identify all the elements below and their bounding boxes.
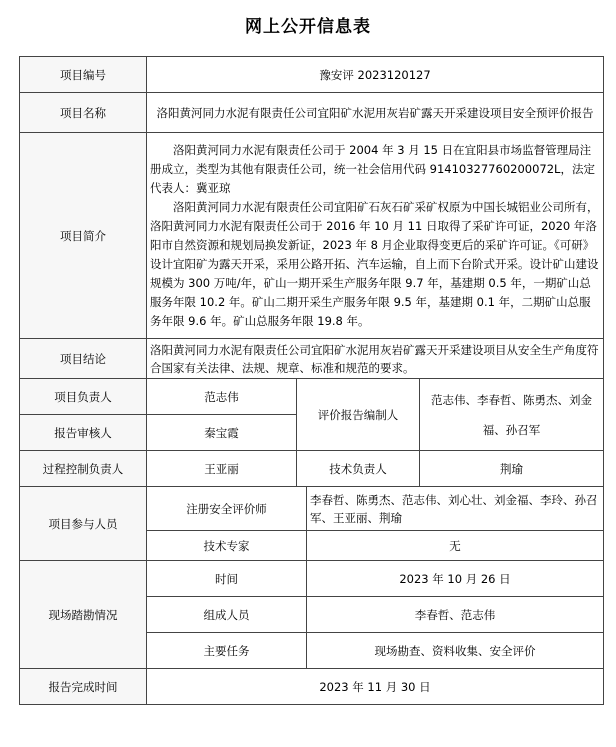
project-no-value: 豫安评 2023120127 [147, 57, 604, 93]
project-intro-label: 项目简介 [20, 133, 147, 339]
completion-date-value: 2023 年 11 月 30 日 [147, 669, 604, 705]
row-completion-date [20, 669, 604, 705]
participants-label: 项目参与人员 [20, 487, 147, 561]
completion-date-label: 报告完成时间 [20, 669, 147, 705]
tech-expert-label: 技术专家 [147, 531, 307, 561]
row-process-control [20, 451, 604, 487]
project-conclusion-label: 项目结论 [20, 339, 147, 379]
row-project-leader [20, 379, 604, 415]
reg-evaluator-value: 李春哲、陈勇杰、范志伟、刘心壮、刘金福、李玲、孙召军、王亚丽、荆瑜 [307, 487, 604, 531]
site-survey-label: 现场踏勘情况 [20, 561, 147, 669]
survey-time-value: 2023 年 10 月 26 日 [307, 561, 604, 597]
intro-paragraph-2: 洛阳黄河同力水泥有限责任公司宜阳矿石灰石矿采矿权原为中国长城铝业公司所有，洛阳黄河同力水泥有限责任公司于 2016 年 10 月 11 日取得了采矿许可证，2020 年洛阳市自然资源和规划局换发新证，2023 年 8 月企业取得变更后的采矿许可证。《可研》设计宜阳矿为露天开采，采用公路开拓、汽车运输，自上而下台阶式开采。设计矿山建设规模为 300 万吨/年，矿山一期开采生产服务年限 9.7 年，基建期 0.5 年，一期矿山总服务年限 10.2 年。矿山二期开采生产服务年限 9.5 年，基建期 0.1 年，二期矿山总服务年限 9.6 年。矿山总服务年限 19.8 年。 [150, 199, 599, 328]
reg-evaluator-label: 注册安全评价师 [147, 487, 307, 531]
page-title: 网上公开信息表 [245, 17, 371, 37]
project-leader-label: 项目负责人 [20, 379, 147, 415]
project-name-label: 项目名称 [20, 93, 147, 133]
row-project-intro [20, 133, 604, 339]
survey-team-value: 李春哲、范志伟 [307, 597, 604, 633]
row-reg-evaluator [20, 487, 604, 531]
project-leader-value: 范志伟 [147, 379, 297, 415]
survey-time-label: 时间 [147, 561, 307, 597]
project-conclusion-value: 洛阳黄河同力水泥有限责任公司宜阳矿水泥用灰岩矿露天开采建设项目从安全生产角度符合国家有关法律、法规、规章、标准和规范的要求。 [147, 339, 604, 379]
row-survey-time [20, 561, 604, 597]
tech-lead-label: 技术负责人 [297, 451, 420, 487]
row-project-conclusion [20, 339, 604, 379]
process-control-label: 过程控制负责人 [20, 451, 147, 487]
tech-lead-value: 荆瑜 [420, 451, 604, 487]
survey-task-value: 现场勘查、资料收集、安全评价 [307, 633, 604, 669]
report-reviewer-value: 秦宝霞 [147, 415, 297, 451]
report-reviewer-label: 报告审核人 [20, 415, 147, 451]
row-project-name [20, 93, 604, 133]
info-table [19, 56, 604, 705]
row-project-no [20, 57, 604, 93]
process-control-value: 王亚丽 [147, 451, 297, 487]
tech-expert-value: 无 [307, 531, 604, 561]
project-name-value: 洛阳黄河同力水泥有限责任公司宜阳矿水泥用灰岩矿露天开采建设项目安全预评价报告 [147, 93, 604, 133]
report-author-label: 评价报告编制人 [297, 379, 420, 451]
survey-team-label: 组成人员 [147, 597, 307, 633]
project-no-label: 项目编号 [20, 57, 147, 93]
report-author-value: 范志伟、李春哲、陈勇杰、刘金福、孙召军 [420, 379, 604, 451]
survey-task-label: 主要任务 [147, 633, 307, 669]
intro-paragraph-1: 洛阳黄河同力水泥有限责任公司于 2004 年 3 月 15 日在宜阳县市场监督管理局注册成立，类型为其他有限责任公司，统一社会信用代码 91410327760200072L，法定代表人：冀亚琼 [150, 142, 595, 195]
project-intro-value [147, 133, 604, 339]
